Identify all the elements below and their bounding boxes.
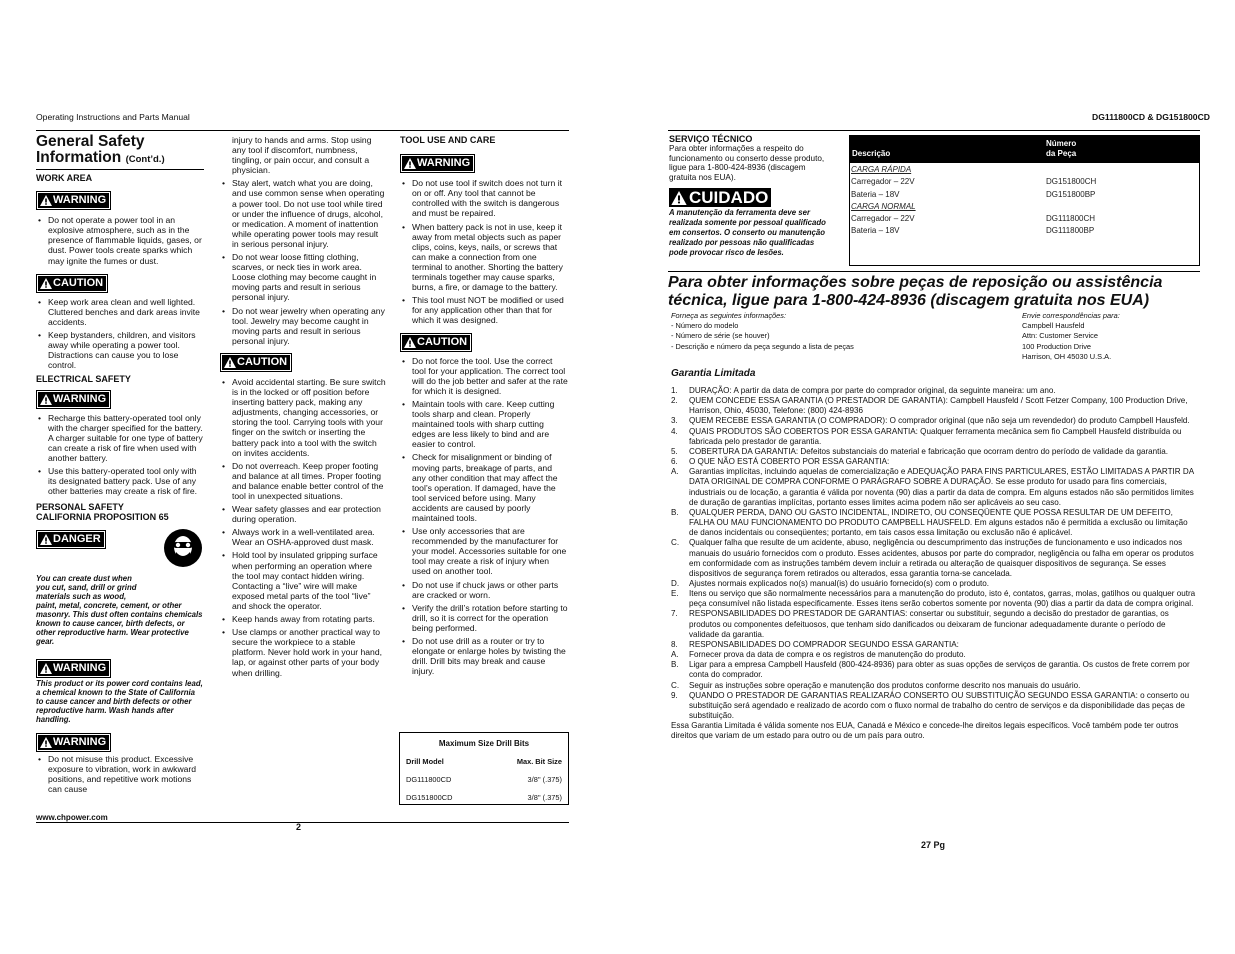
info-left [671, 311, 854, 352]
warning-label: WARNING [53, 392, 107, 405]
list-item-text: DURAÇÃO: A partir da data de compra por parte do comprador original, da seguinte maneira: um ano. [689, 386, 1056, 395]
warning-label: WARNING [417, 157, 471, 170]
list-item: • Do not force the tool. Use the correct tool for your application. The correct tool will do the job better and safer at the rate for which it is designed. [400, 356, 568, 396]
heading-prop65: CALIFORNIA PROPOSITION 65 [36, 512, 169, 523]
heading-personal-safety: PERSONAL SAFETY [36, 502, 124, 513]
warranty-footer: Essa Garantia Limitada é válida somente nos EUA, Canadá e México e concede-lhe direitos legais específicos. Você também pode ter outros direitos que variam de um estado para outro ou de um país para outro. [671, 721, 1179, 741]
mid-rule-right [668, 271, 1200, 272]
table-row [400, 771, 568, 789]
list-item: • Maintain tools with care. Keep cutting tools sharp and clean. Properly maintained tools with sharp cutting edges are less likely to bind and are easier to control. [400, 399, 568, 449]
table-cell: 3/8'' (.375) [527, 793, 562, 803]
table-row [850, 165, 1199, 177]
warning-badge [36, 661, 109, 676]
list-item-text: QUEM CONCEDE ESSA GARANTIA (O PRESTADOR DE GARANTIA): Campbell Hausfeld / Scott Fetzer Company, 100 Production Drive, Harrison, Ohio, 45030, Telefone: (800) 424-8936 [689, 396, 1188, 416]
table-cell: DG151800CH [1046, 177, 1097, 187]
protective-gear-icon [164, 529, 202, 567]
warning-badge [400, 156, 568, 171]
list-item [671, 467, 1197, 508]
table-row [850, 190, 1199, 202]
servico-title: SERVIÇO TÉCNICO [669, 134, 753, 144]
info-line: - Número do modelo [671, 321, 739, 331]
footer-rule-left [36, 822, 569, 823]
warning-triangle-icon [40, 534, 52, 545]
work-caution-list [36, 297, 204, 371]
address-line: Harrison, OH 45030 U.S.A. [1022, 351, 1112, 361]
list-item [671, 538, 1197, 579]
list-item [671, 427, 1197, 447]
heading-work-area: WORK AREA [36, 173, 93, 183]
list-item: • Stay alert, watch what you are doing, and use common sense when operating a power tool. Do not use tool while tired or under the influence of drugs, alcohol, or medication. A moment of inattention while operating power tools may result in serious personal injury. [220, 178, 386, 249]
list-item: • Check for misalignment or binding of moving parts, breakage of parts, and any other condition that may affect the tool’s operation. If damaged, have the tool serviced before using. Many accidents are caused by poorly maintained tools. [400, 452, 568, 523]
list-item [671, 416, 1197, 426]
drill-bit-table [399, 732, 569, 805]
warning-triangle-icon [40, 394, 52, 405]
page-number-right: 27 Pg [921, 840, 946, 850]
list-item [671, 660, 1197, 680]
warning-triangle-icon [671, 191, 687, 205]
list-item: • Do not wear jewelry when operating any tool. Jewelry may become caught in moving parts and result in serious personal injury. [220, 306, 386, 346]
continued-text: injury to hands and arms. Stop using any tool if discomfort, numbness, tingling, or pain occur, and consult a physician. [232, 135, 372, 176]
caution-list [220, 377, 386, 678]
list-item-number: C. [671, 680, 680, 690]
list-item-number: B. [671, 660, 679, 670]
list-item: • Use this battery-operated tool only with its designated battery pack. Use of any other batteries may create a risk of fire. [36, 466, 204, 496]
list-item-text: RESPONSABILIDADES DO COMPRADOR SEGUNDO ESSA GARANTIA: [689, 639, 959, 649]
table-cell: DG111800BP [1046, 226, 1095, 236]
caution-badge [36, 276, 204, 291]
warning-badge [36, 392, 204, 407]
list-item: • Do not use if chuck jaws or other parts are cracked or worn. [400, 580, 568, 600]
page-number-left: 2 [296, 822, 302, 832]
list-item-text: QUALQUER PERDA, DANO OU GASTO INCIDENTAL, INDIRETO, OU CONSEQÜENTE QUE POSSA RESULTAR DE UM DEFEITO, FALHA OU MAU FUNCIONAMENTO DO PRODUTO CAMPBELL HAUSFELD. Em alguns estados não é permitida a exclusão ou limitação de danos incidentais ou conseqüentes; portanto, em tais casos essa limitação ou exclusão não é aplicável. [689, 507, 1188, 538]
work-warning-list [36, 215, 204, 265]
heading-electrical-safety: ELECTRICAL SAFETY [36, 374, 131, 385]
list-item-number: D. [671, 578, 680, 588]
list-item-text: Garantias implícitas, incluindo aquelas de comercialização e ADEQUAÇÃO PARA FINS PARTICULARES, ESTÃO LIMITADAS A PARTIR DA DATA ORIGINAL DE COMPRA CONFORME O PARÁGRAFO SOBRE A DURAÇÃO. Se esse produto for usado para fins comerciais, industriais ou de locação, a garantia é válida por noventa (90) dias a partir da data de compra. Em alguns estados não são permitidos limites de duração de garantias implícitas, portanto esses limites acima podem não ser aplicáveis ao seu caso. [689, 467, 1194, 507]
danger-label: DANGER [53, 532, 101, 545]
list-item [671, 447, 1197, 457]
list-item-text: Ligar para a empresa Campbell Hausfeld (800-424-8936) para obter as suas opções de serviços de garantia. Os custos de frete correm por conta do comprador. [689, 660, 1190, 680]
list-item: • Keep hands away from rotating parts. [220, 614, 386, 624]
list-item-number: A. [671, 650, 679, 660]
table-row [850, 226, 1199, 238]
table-row [400, 789, 568, 807]
list-item-text: Ajustes normais explicados no(s) manual(is) do usuário fornecido(s) com o produto. [689, 578, 990, 588]
parts-table [849, 135, 1200, 266]
caution-badge [400, 335, 568, 350]
table-cell: CARGA RÁPIDA [851, 165, 912, 174]
table-cell: 3/8'' (.375) [527, 775, 562, 785]
parts-table-header [850, 136, 1199, 163]
table-cell: Carregador – 22V [851, 214, 915, 224]
column-2 [220, 135, 386, 681]
servico-text: Para obter informações a respeito do funcionamento ou conserto desse produto, ligue para 1-800-424-8936 (discagem gratuita nos EUA). [669, 144, 825, 182]
section-title-cont: (Cont’d.) [125, 154, 165, 165]
list-item-text: Fornecer prova da data de compra e os registros de manutenção do produto. [689, 650, 966, 660]
warning-triangle-icon [40, 737, 52, 748]
title-rule [36, 169, 204, 170]
running-header-right: DG111800CD & DG151800CD [1092, 112, 1210, 122]
list-item: • Verify the drill’s rotation before starting to drill, so it is correct for the operation being performed. [400, 603, 568, 633]
list-item [671, 640, 1197, 650]
list-item-text: QUANDO O PRESTADOR DE GARANTIAS REALIZARÁO CONSERTO OU SUBSTITUIÇÃO SEGUNDO ESSA GARANTIA: o conserto ou substituição será agendado e realizado de acordo com o fluxo normal de trabalho do centro de serviços e da disponibilidade das peças de substituição. [689, 690, 1190, 720]
misuse-list [36, 754, 204, 797]
danger-text-part: You can create dust when you cut, sand, drill or grind materials such as wood, [36, 574, 137, 602]
table-cell: DG151800BP [1046, 189, 1096, 199]
footer-url: www.chpower.com [36, 813, 108, 822]
list-item: • Do not use tool if switch does not turn it on or off. Any tool that cannot be controlled with the switch is dangerous and must be repaired. [400, 178, 568, 218]
table-cell: Bateria – 18V [851, 189, 900, 199]
warranty-body [671, 386, 1197, 741]
cuidado-badge [669, 188, 831, 207]
personal-safety-list [220, 178, 386, 346]
list-item: • Do not misuse this product. Excessive exposure to vibration, work in awkward positions, and repetitive work motions can cause [36, 754, 204, 794]
column-3 [400, 135, 568, 679]
warning-triangle-icon [224, 357, 236, 368]
table-row [850, 177, 1199, 189]
list-item-text: Qualquer falha que resulte de um acidente, abuso, negligência ou descumprimento das instruções de funcionamento e uso indicados nos manuais do usuário fornecidos com o produto. Esses acidentes, abusos por parte do comprador, negligência ou falha em operar os produtos em conformidade com as instruções também devem incluir a retirada ou alteração de quaisquer dispositivos de segurança. Se esses dispositivos de segurança forem retirados ou alterados, essa garantia torna-se cancelada. [689, 538, 1194, 578]
column-header: Número [1046, 139, 1077, 148]
list-item-number: 2. [671, 396, 678, 406]
info-left-title: Forneça as seguintes informações: [671, 311, 787, 320]
running-header-left: Operating Instructions and Parts Manual [36, 112, 190, 122]
address-line: 100 Production Drive [1022, 341, 1092, 351]
list-item: • Use clamps or another practical way to secure the workpiece to a stable platform. Never hold work in your hand, lap, or against other parts of your body when drilling. [220, 627, 386, 677]
table-cell: DG111800CD [406, 775, 452, 785]
cuidado-label: CUIDADO [689, 188, 769, 208]
list-item [671, 691, 1197, 721]
caution-label: CAUTION [53, 276, 104, 289]
warning-label: WARNING [53, 662, 107, 674]
warranty-title: Garantia Limitada [671, 368, 756, 379]
info-line: - Descrição e número da peça segundo a lista de peças [671, 341, 854, 351]
warning-badge [36, 193, 204, 208]
list-item-number: 4. [671, 426, 678, 436]
list-item: • Keep work area clean and well lighted. Cluttered benches and dark areas invite accidents. [36, 297, 204, 327]
info-line: - Número de série (se houver) [671, 331, 770, 341]
warning-label: WARNING [53, 736, 107, 748]
address-line: Attn: Customer Service [1022, 331, 1098, 341]
parts-service-heading: Para obter informações sobre peças de reposição ou assistência técnica, ligue para 1-800-424-8936 (discagem gratuita nos EUA) [668, 274, 1163, 309]
list-item-text: COBERTURA DA GARANTIA: Defeitos substanciais do material e fabricação que ocorram dentro do período de validade da garantia. [689, 446, 1168, 456]
warning-triangle-icon [404, 337, 416, 348]
list-item [671, 589, 1197, 609]
list-item-number: 6. [671, 457, 678, 467]
list-item-number: 5. [671, 446, 678, 456]
servico-block [669, 134, 831, 258]
list-item-text: RESPONSABILIDADES DO PRESTADOR DE GARANTIAS: consertar ou substituir, segundo a decisão do prestador de garantias, os produtos ou componentes defeituosos, que tenham sido danificados ou deixaram de funcionar adequadamente durante o período de validade da garantia. [689, 609, 1169, 639]
cuidado-text: A manutenção da ferramenta deve ser realizada somente por pessoal qualificado em consertos. O conserto ou manutenção realizado por pessoas não qualificadas pode provocar risco de lesões. [669, 208, 826, 258]
electrical-warning-list [36, 413, 204, 497]
section-title-text: General Safety Information [36, 133, 145, 166]
danger-badge [38, 532, 104, 547]
list-item: • Hold tool by insulated gripping surface when performing an operation where the tool may contact hidden wiring. Contacting a “live” wire will make exposed metal parts of the tool “live” and shock the operator. [220, 550, 386, 611]
column-header: Drill Model [406, 757, 444, 767]
warning-label: WARNING [53, 194, 107, 207]
list-item: • Keep bystanders, children, and visitors away while operating a power tool. Distractions can cause you to lose control. [36, 330, 204, 370]
list-item: • Use only accessories that are recommended by the manufacturer for your model. Accessories suitable for one tool may create a risk of injury when used on another tool. [400, 526, 568, 576]
list-item-text: Itens ou serviço que são normalmente necessários para a manutenção do produto, isto é, contatos, garras, molas, gatilhos ou qualquer outra peça consumível não listada especificamente. Esses itens serão cobertos somente por noventa (90) dias a partir da data de compra original. [689, 589, 1196, 609]
danger-text-rest: paint, metal, concrete, cement, or other masonry. This dust often contains chemicals known to cause cancer, birth defects, or other reproductive harm. Wear protective gear. [36, 601, 203, 647]
caution-badge [220, 355, 386, 370]
list-item [671, 579, 1197, 589]
list-item: • Do not use drill as a router or try to elongate or enlarge holes by twisting the drill. Drill bits may break and cause injury. [400, 636, 568, 676]
warranty-list [671, 386, 1197, 721]
list-item [671, 457, 1197, 467]
table-title: Maximum Size Drill Bits [438, 739, 530, 748]
caution-label: CAUTION [237, 355, 288, 368]
warning-triangle-icon [40, 278, 52, 289]
list-item-number: C. [671, 538, 680, 548]
list-item-text: Seguir as instruções sobre operação e manutenção dos produtos conforme descrito nos manuais do usuário. [689, 680, 1081, 690]
table-cell: DG111800CH [1046, 214, 1096, 224]
table-cell: CARGA NORMAL [851, 201, 916, 211]
list-item: • Avoid accidental starting. Be sure switch is in the locked or off position before inserting battery pack, making any adjustments, changing accessories, or storing the tool. Carrying tools with your finger on the switch or inserting the battery pack into a tool with the switch on invites accidents. [220, 377, 386, 458]
danger-text-lead [36, 574, 142, 601]
table-cell: DG151800CD [406, 793, 453, 803]
list-item-number: 8. [671, 639, 678, 649]
column-header: da Peça [1046, 149, 1077, 158]
list-item: • Recharge this battery-operated tool only with the charger specified for the battery. A charger suitable for one type of battery can create a risk of fire when used with another battery. [36, 413, 204, 463]
list-item-text: O QUE NÃO ESTÁ COBERTO POR ESSA GARANTIA: [689, 457, 890, 467]
table-row [850, 214, 1199, 226]
warning-triangle-icon [404, 158, 416, 169]
list-item-number: 1. [671, 386, 678, 395]
list-item-number: 7. [671, 609, 678, 619]
address-line: Campbell Hausfeld [1022, 321, 1085, 331]
table-cell: Bateria – 18V [851, 226, 900, 236]
list-item: • Do not overreach. Keep proper footing and balance at all times. Proper footing and balance enable better control of the tool in unexpected situations. [220, 461, 386, 501]
list-item: • When battery pack is not in use, keep it away from metal objects such as paper clips, coins, keys, nails, or screws that can make a connection from one terminal to another. Shorting the battery terminals together may cause sparks, burns, a fire, or damage to the battery. [400, 222, 568, 293]
parts-table-body [850, 163, 1199, 239]
list-item [671, 609, 1197, 639]
cord-lead-text: This product or its power cord contains lead, a chemical known to the State of California to cause cancer and birth defects or other reproductive harm. Wash hands after handling. [36, 679, 203, 725]
column-1 [36, 134, 204, 578]
danger-block [36, 532, 204, 547]
table-header-row [400, 753, 568, 771]
warning-triangle-icon [40, 195, 52, 206]
section-title [36, 134, 204, 168]
tool-warning-list [400, 178, 568, 325]
header-rule-left [36, 130, 569, 131]
tool-caution-list [400, 356, 568, 677]
list-item [671, 508, 1197, 538]
table-row [850, 202, 1199, 214]
caution-label: CAUTION [417, 335, 468, 348]
heading-tool-use: TOOL USE AND CARE [400, 135, 496, 145]
list-item-number: E. [671, 589, 679, 599]
warning-triangle-icon [40, 663, 52, 674]
list-item-number: A. [671, 467, 679, 477]
list-item-number: B. [671, 507, 679, 517]
table-cell: Carregador – 22V [851, 177, 915, 187]
info-right-title: Envie correspondências para: [1022, 311, 1120, 320]
table [400, 753, 568, 807]
list-item [671, 386, 1197, 396]
list-item [671, 650, 1197, 660]
list-item [671, 396, 1197, 416]
column-header: Descrição [852, 149, 891, 158]
list-item-number: 3. [671, 416, 678, 426]
list-item: • This tool must NOT be modified or used for any application other than that for which it was designed. [400, 295, 568, 325]
list-item [671, 681, 1197, 691]
list-item-text: QUAIS PRODUTOS SÃO COBERTOS POR ESSA GARANTIA: Qualquer ferramenta mecânica sem fio Campbell Hausfeld distribuída ou fabricada pelo prestador de garantia. [689, 426, 1182, 446]
header-rule-right [668, 130, 1200, 131]
list-item: • Do not operate a power tool in an explosive atmosphere, such as in the presence of flammable liquids, gases, or dust. Power tools create sparks which may ignite the fumes or dust. [36, 215, 204, 265]
column-header: Max. Bit Size [516, 757, 562, 767]
warning-badge [36, 735, 109, 750]
list-item-number: 9. [671, 690, 678, 700]
list-item: • Wear safety glasses and ear protection during operation. [220, 504, 386, 524]
list-item-text: QUEM RECEBE ESSA GARANTIA (O COMPRADOR): O comprador original (que não seja um revendedor) do produto Campbell Hausfeld. [689, 416, 1190, 426]
info-right [1022, 311, 1120, 362]
list-item: • Do not wear loose fitting clothing, scarves, or neck ties in work area. Loose clothing may become caught in moving parts and result in serious personal injury. [220, 252, 386, 302]
list-item: • Always work in a well-ventilated area. Wear an OSHA-approved dust mask. [220, 527, 386, 547]
